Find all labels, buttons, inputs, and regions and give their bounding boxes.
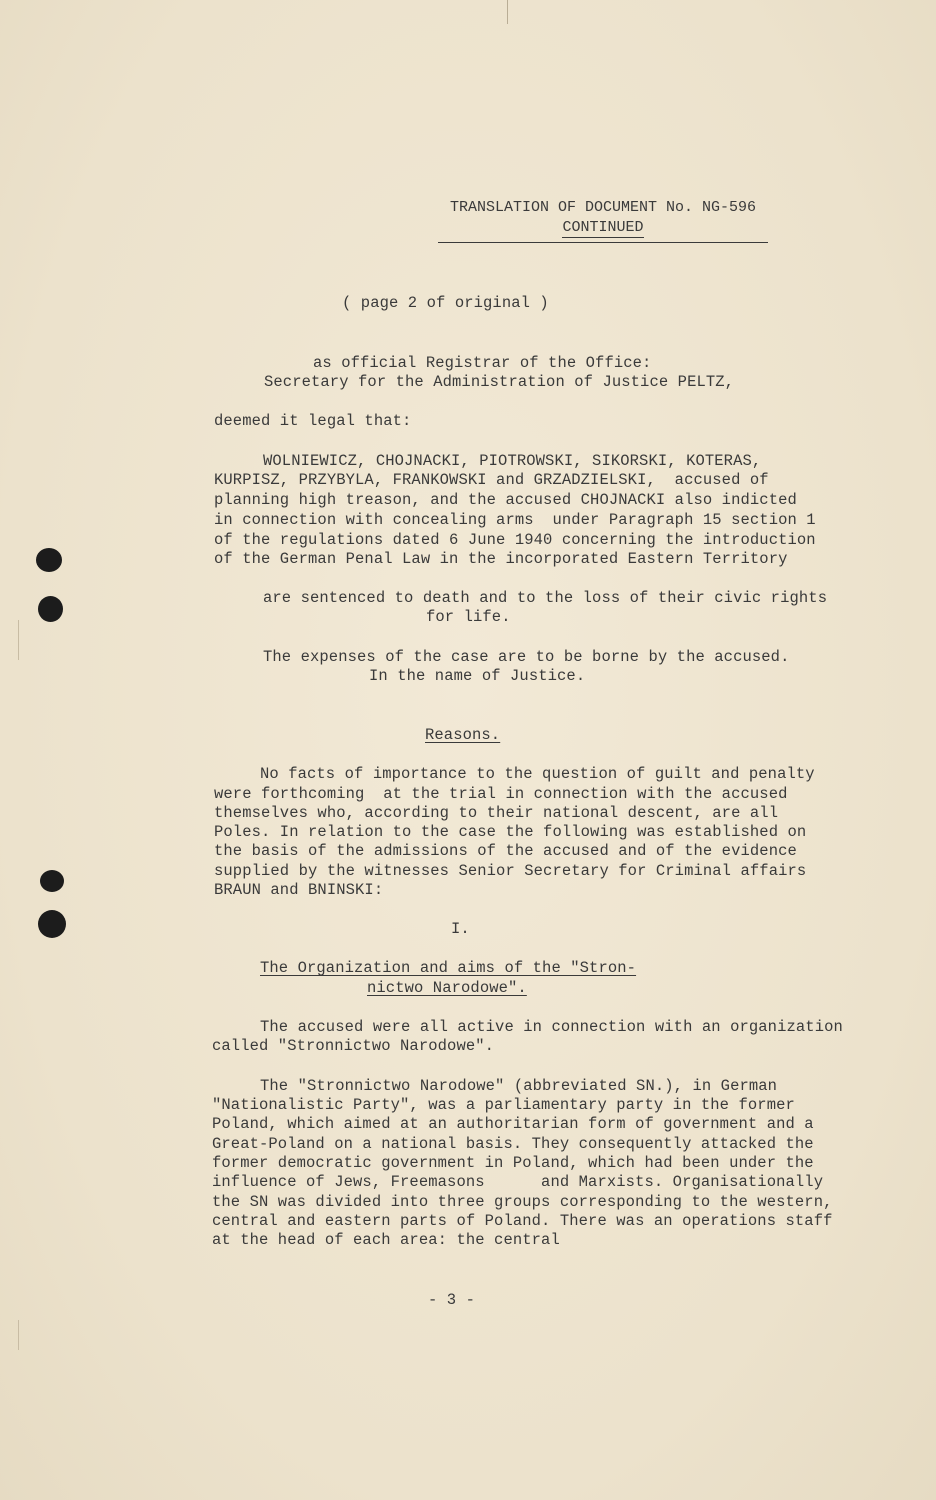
section-para2-line: the SN was divided into three groups corresponding to the western, [212,1193,833,1211]
document-subtitle: CONTINUED [562,219,644,236]
section-para2-line: "Nationalistic Party", was a parliamentary party in the former [212,1096,795,1114]
expenses-line: In the name of Justice. [369,667,586,685]
document-title: TRANSLATION OF DOCUMENT No. NG-596 [449,199,757,216]
registrar-line: as official Registrar of the Office: [313,354,652,372]
fold-mark [507,0,508,24]
accused-line: planning high treason, and the accused CHOJNACKI also indicted [214,491,797,509]
sentence-line: are sentenced to death and to the loss of their civic rights [263,589,828,607]
punch-hole [38,910,66,938]
reasons-heading: Reasons. [425,726,501,744]
reasons-line: BRAUN and BNINSKI: [214,881,384,899]
section-para2-line: influence of Jews, Freemasons and Marxists. Organisationally [212,1173,824,1191]
edge-mark [18,620,19,660]
page-note: ( page 2 of original ) [342,294,549,312]
accused-line: in connection with concealing arms under Paragraph 15 section 1 [214,511,816,529]
punch-hole [40,870,64,892]
section-para1-line: The accused were all active in connection with an organization [260,1018,843,1036]
reasons-line: Poles. In relation to the case the following was established on [214,823,807,841]
section-para2-line: The "Stronnictwo Narodowe" (abbreviated SN.), in German [260,1077,778,1095]
section-para2-line: Poland, which aimed at an authoritarian form of government and a [212,1115,814,1133]
accused-line: of the German Penal Law in the incorporated Eastern Territory [214,550,788,568]
section-para2-line: former democratic government in Poland, which had been under the [212,1154,814,1172]
page-number: - 3 - [428,1291,476,1309]
section-heading-line: nictwo Narodowe". [367,979,527,997]
punch-hole [36,548,62,572]
section-para2-line: Great-Poland on a national basis. They consequently attacked the [212,1135,814,1153]
document-header [438,198,768,243]
edge-mark [18,1320,19,1350]
expenses-line: The expenses of the case are to be borne by the accused. [263,648,790,666]
section-para2-line: central and eastern parts of Poland. There was an operations staff [212,1212,833,1230]
section-number: I. [451,920,470,938]
accused-line: KURPISZ, PRZYBYLA, FRANKOWSKI and GRZADZIELSKI, accused of [214,471,769,489]
reasons-line: the basis of the admissions of the accused and of the evidence [214,842,797,860]
sentence-line: for life. [426,608,511,626]
section-para1-line: called "Stronnictwo Narodowe". [212,1037,495,1055]
section-heading-line: The Organization and aims of the "Stron- [260,959,637,977]
section-para2-line: at the head of each area: the central [212,1231,560,1249]
reasons-line: themselves who, according to their national descent, are all [214,804,779,822]
accused-line: of the regulations dated 6 June 1940 concerning the introduction [214,531,816,549]
punch-hole [38,596,63,622]
registrar-line: Secretary for the Administration of Justice PELTZ, [264,373,735,391]
deemed-line: deemed it legal that: [214,412,412,430]
reasons-line: were forthcoming at the trial in connection with the accused [214,785,788,803]
accused-line: WOLNIEWICZ, CHOJNACKI, PIOTROWSKI, SIKORSKI, KOTERAS, [263,452,762,470]
reasons-line: No facts of importance to the question of guilt and penalty [260,765,815,783]
reasons-line: supplied by the witnesses Senior Secretary for Criminal affairs [214,862,807,880]
